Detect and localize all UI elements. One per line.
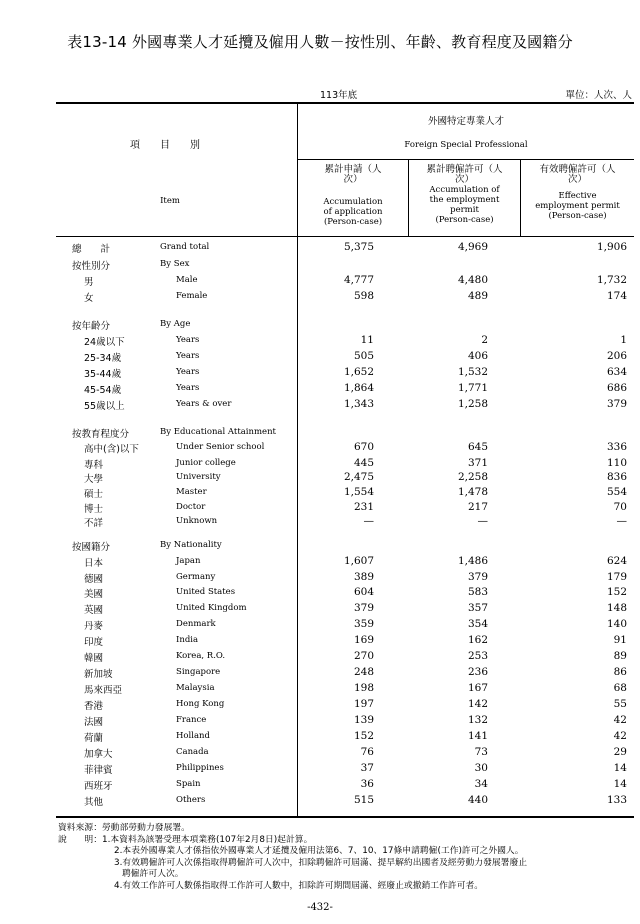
row-label-zh: 大學 [84,474,104,485]
cell-accum-permit: 73 [474,746,488,758]
cell-effective-permit: 206 [606,350,627,362]
row-label-zh: 35-44歲 [84,369,122,380]
col3-header-en2: employment permit [535,201,620,211]
col3-header [521,165,634,221]
cell-effective-permit: 1 [620,334,627,346]
table-row [0,258,640,273]
cell-effective-permit: 91 [613,634,627,646]
cell-effective-permit: 14 [613,778,627,790]
row-label-zh: 加拿大 [84,749,113,760]
year-label: 113年底 [320,90,358,101]
cell-accum-application: 36 [360,778,374,790]
row-label-en: Malaysia [176,683,215,693]
row-label-zh: 日本 [84,558,104,569]
cell-accum-permit: 167 [467,682,488,694]
cell-accum-application: 198 [353,682,374,694]
table-row [0,501,640,516]
cell-effective-permit: 179 [606,571,627,583]
row-label-en: Philippines [176,763,224,773]
row-label-zh: 英國 [84,605,104,616]
cell-effective-permit: 836 [606,471,627,483]
cell-effective-permit: 68 [613,682,627,694]
unit-label: 單位：人次、人 [565,90,632,101]
row-label-zh: 按教育程度分 [72,429,130,440]
cell-effective-permit: 42 [613,730,627,742]
table-row [0,398,640,413]
row-label-en: Years [176,351,200,361]
table-row [0,290,640,305]
row-label-zh: 25-34歲 [84,353,122,364]
col3-header-zh: 有效聘僱許可（人次） [539,164,616,185]
row-label-zh: 其他 [84,797,104,808]
cell-accum-application: 1,864 [343,382,374,394]
cell-accum-permit: 4,480 [457,274,488,286]
col2-header-en4: (Person-case) [435,215,494,225]
row-label-zh: 高中(含)以下 [84,444,139,455]
cell-effective-permit: 70 [613,501,627,513]
cell-accum-permit: 583 [467,586,488,598]
row-label-en: Years [176,367,200,377]
cell-accum-permit: 645 [467,441,488,453]
cell-accum-application: 1,554 [343,486,374,498]
col1-header-en2: of application [323,207,383,217]
table-row [0,274,640,289]
cell-effective-permit: 379 [606,398,627,410]
table-row [0,698,640,713]
cell-accum-permit: 34 [474,778,488,790]
row-label-en: University [176,472,221,482]
cell-accum-permit: 253 [467,650,488,662]
row-label-zh: 德國 [84,574,104,585]
row-label-en: By Nationality [160,540,222,550]
row-label-en: Junior college [176,458,236,468]
cell-effective-permit: 14 [613,762,627,774]
table-row [0,334,640,349]
table-row [0,746,640,761]
row-label-en: Denmark [176,619,216,629]
cell-effective-permit: 42 [613,714,627,726]
table-row [0,634,640,649]
col2-header-zh: 累計聘僱許可（人次） [426,164,503,185]
cell-accum-application: 598 [353,290,374,302]
cell-accum-application: 76 [360,746,374,758]
item-header-en: Item [160,196,180,206]
cell-accum-application: 505 [353,350,374,362]
row-label-zh: 西班牙 [84,781,113,792]
cell-accum-permit: 142 [467,698,488,710]
row-label-en: Korea, R.O. [176,651,226,661]
row-label-en: Germany [176,572,216,582]
cell-accum-application: 5,375 [343,241,374,253]
row-label-en: By Educational Attainment [160,427,276,437]
cell-effective-permit: 152 [606,586,627,598]
cell-accum-application: 1,607 [343,555,374,567]
col2-header-en2: the employment [429,195,500,205]
col2-header-en3: permit [450,205,479,215]
table-row [0,457,640,472]
cell-accum-permit: 1,478 [457,486,488,498]
cell-effective-permit: 110 [606,457,627,469]
cell-accum-application: 2,475 [343,471,374,483]
row-label-en: Others [176,795,206,805]
row-label-en: Spain [176,779,201,789]
note-2: 2.本表外國專業人才係指依外國專業人才延攬及僱用法第6、7、10、17條申請聘僱(工作)許可之外國人。 [114,846,524,856]
page-title: 表13-14 外國專業人才延攬及僱用人數－按性別、年齡、教育程度及國籍分 [67,33,573,51]
row-label-en: By Age [160,319,191,329]
table-row [0,714,640,729]
cell-accum-permit: 379 [467,571,488,583]
cell-accum-application: 37 [360,762,374,774]
table-row [0,666,640,681]
col2-header-en1: Accumulation of [429,185,500,195]
cell-effective-permit: 174 [606,290,627,302]
cell-accum-permit: — [477,515,488,527]
row-label-en: Hong Kong [176,699,225,709]
table-row [0,350,640,365]
table-row [0,571,640,586]
row-label-zh: 碩士 [84,489,104,500]
note-3a: 3.有效聘僱許可人次係指取得聘僱許可人次中，扣除聘僱許可屆滿、提早解約出國者及經勞動力發展署廢止 [114,857,528,868]
row-label-zh: 菲律賓 [84,765,113,776]
cell-accum-permit: 2 [481,334,488,346]
cell-accum-permit: 1,532 [457,366,488,378]
cell-accum-application: 379 [353,602,374,614]
footnotes [58,823,527,892]
row-label-en: Japan [176,556,201,566]
row-label-en: Under Senior school [176,442,265,452]
cell-effective-permit: 89 [613,650,627,662]
table-row [0,762,640,777]
row-label-zh: 印度 [84,637,104,648]
cell-accum-application: 4,777 [343,274,374,286]
table-row [0,794,640,809]
note-4: 4.有效工作許可人數係指取得工作許可人數中，扣除許可期間屆滿、經廢止或撤銷工作許可者。 [114,880,484,891]
row-label-zh: 女 [84,293,94,304]
cell-accum-permit: 440 [467,794,488,806]
cell-accum-permit: 4,969 [457,241,488,253]
row-label-zh: 不詳 [84,518,104,529]
cell-accum-permit: 1,258 [457,398,488,410]
row-label-zh: 總 計 [72,244,111,255]
row-label-en: Grand total [160,242,210,252]
cell-accum-permit: 357 [467,602,488,614]
table-top-rule [56,102,634,104]
note-1: 說 明：1.本資料為該署受理本項業務(107年2月8日)起計算。 [58,834,313,845]
note-3b: 聘僱許可人次。 [122,869,184,879]
row-label-zh: 博士 [84,504,104,515]
header-bottom-rule [56,236,634,237]
cell-accum-application: 1,343 [343,398,374,410]
source-note: 資料來源：勞動部勞動力發展署。 [58,823,190,833]
row-label-en: Canada [176,747,209,757]
table-row [0,515,640,530]
table-row [0,539,640,554]
cell-accum-permit: 236 [467,666,488,678]
cell-accum-application: 152 [353,730,374,742]
cell-accum-permit: 1,486 [457,555,488,567]
cell-accum-application: 359 [353,618,374,630]
cell-accum-application: 248 [353,666,374,678]
row-label-en: Master [176,487,207,497]
cell-accum-application: 11 [360,334,374,346]
header-sub-rule [297,159,634,160]
cell-accum-permit: 162 [467,634,488,646]
cell-accum-application: 231 [353,501,374,513]
row-label-zh: 新加坡 [84,669,113,680]
cell-accum-application: 169 [353,634,374,646]
page-number: -432- [307,902,333,913]
cell-accum-permit: 30 [474,762,488,774]
row-label-en: Singapore [176,667,221,677]
cell-effective-permit: 554 [606,486,627,498]
row-label-zh: 按國籍分 [72,542,111,553]
col1-header-zh: 累計申請（人次） [324,164,382,185]
table-bottom-rule [56,816,634,818]
col1-header-en1: Accumulation [323,197,383,207]
row-label-en: Unknown [176,516,218,526]
row-label-en: Doctor [176,502,206,512]
row-label-en: By Sex [160,259,190,269]
row-label-zh: 男 [84,277,94,288]
cell-accum-permit: 371 [467,457,488,469]
row-label-en: India [176,635,199,645]
row-label-en: United Kingdom [176,603,247,613]
row-label-en: Years & over [176,399,232,409]
row-label-zh: 荷蘭 [84,733,104,744]
cell-accum-application: 270 [353,650,374,662]
cell-accum-permit: 354 [467,618,488,630]
row-label-zh: 法國 [84,717,104,728]
cell-accum-permit: 217 [467,501,488,513]
table-row [0,382,640,397]
row-label-zh: 韓國 [84,653,104,664]
row-label-zh: 丹麥 [84,621,104,632]
table-row [0,486,640,501]
row-label-en: Holland [176,731,210,741]
row-label-zh: 馬來西亞 [84,685,123,696]
col3-header-en1: Effective [558,191,597,201]
cell-effective-permit: 686 [606,382,627,394]
row-label-en: Male [176,275,198,285]
cell-accum-permit: 489 [467,290,488,302]
row-label-zh: 55歲以上 [84,401,125,412]
cell-effective-permit: 634 [606,366,627,378]
cell-accum-application: 604 [353,586,374,598]
table-row [0,730,640,745]
group-header-zh: 外國特定專業人才 [427,116,504,127]
cell-accum-application: 389 [353,571,374,583]
cell-effective-permit: 624 [606,555,627,567]
table-row [0,366,640,381]
col1-header-en3: (Person-case) [323,217,383,227]
table-row [0,586,640,601]
table-row [0,618,640,633]
cell-accum-permit: 1,771 [457,382,488,394]
table-row [0,682,640,697]
cell-effective-permit: 86 [613,666,627,678]
cell-effective-permit: 148 [606,602,627,614]
cell-effective-permit: — [616,515,627,527]
group-header-en: Foreign Special Professional [404,140,528,150]
row-label-zh: 按性別分 [72,261,111,272]
table-row [0,318,640,333]
table-row [0,426,640,441]
item-header-zh: 項 目 別 [130,140,200,151]
cell-effective-permit: 29 [613,746,627,758]
row-label-zh: 香港 [84,701,104,712]
table-row [0,471,640,486]
row-label-zh: 按年齡分 [72,321,111,332]
col1-header [298,165,408,227]
row-label-zh: 美國 [84,589,104,600]
cell-accum-permit: 406 [467,350,488,362]
cell-accum-permit: 2,258 [457,471,488,483]
cell-effective-permit: 1,906 [596,241,627,253]
cell-effective-permit: 336 [606,441,627,453]
table-row [0,441,640,456]
cell-accum-permit: 141 [467,730,488,742]
cell-accum-permit: 132 [467,714,488,726]
row-label-en: Female [176,291,208,301]
row-label-zh: 專科 [84,460,104,471]
row-label-en: Years [176,335,200,345]
cell-accum-application: 1,652 [343,366,374,378]
cell-effective-permit: 140 [606,618,627,630]
row-label-en: United States [176,587,236,597]
cell-effective-permit: 1,732 [596,274,627,286]
cell-accum-application: 139 [353,714,374,726]
cell-accum-application: 515 [353,794,374,806]
col2-header [409,165,520,225]
cell-accum-application: 197 [353,698,374,710]
cell-accum-application: — [363,515,374,527]
table-row [0,778,640,793]
table-row [0,650,640,665]
cell-accum-application: 445 [353,457,374,469]
cell-effective-permit: 55 [613,698,627,710]
row-label-en: France [176,715,207,725]
row-label-en: Years [176,383,200,393]
row-label-zh: 45-54歲 [84,385,122,396]
row-label-zh: 24歲以下 [84,337,125,348]
cell-accum-application: 670 [353,441,374,453]
col3-header-en3: (Person-case) [548,211,607,221]
table-row [0,602,640,617]
table-row [0,241,640,256]
cell-effective-permit: 133 [606,794,627,806]
table-row [0,555,640,570]
